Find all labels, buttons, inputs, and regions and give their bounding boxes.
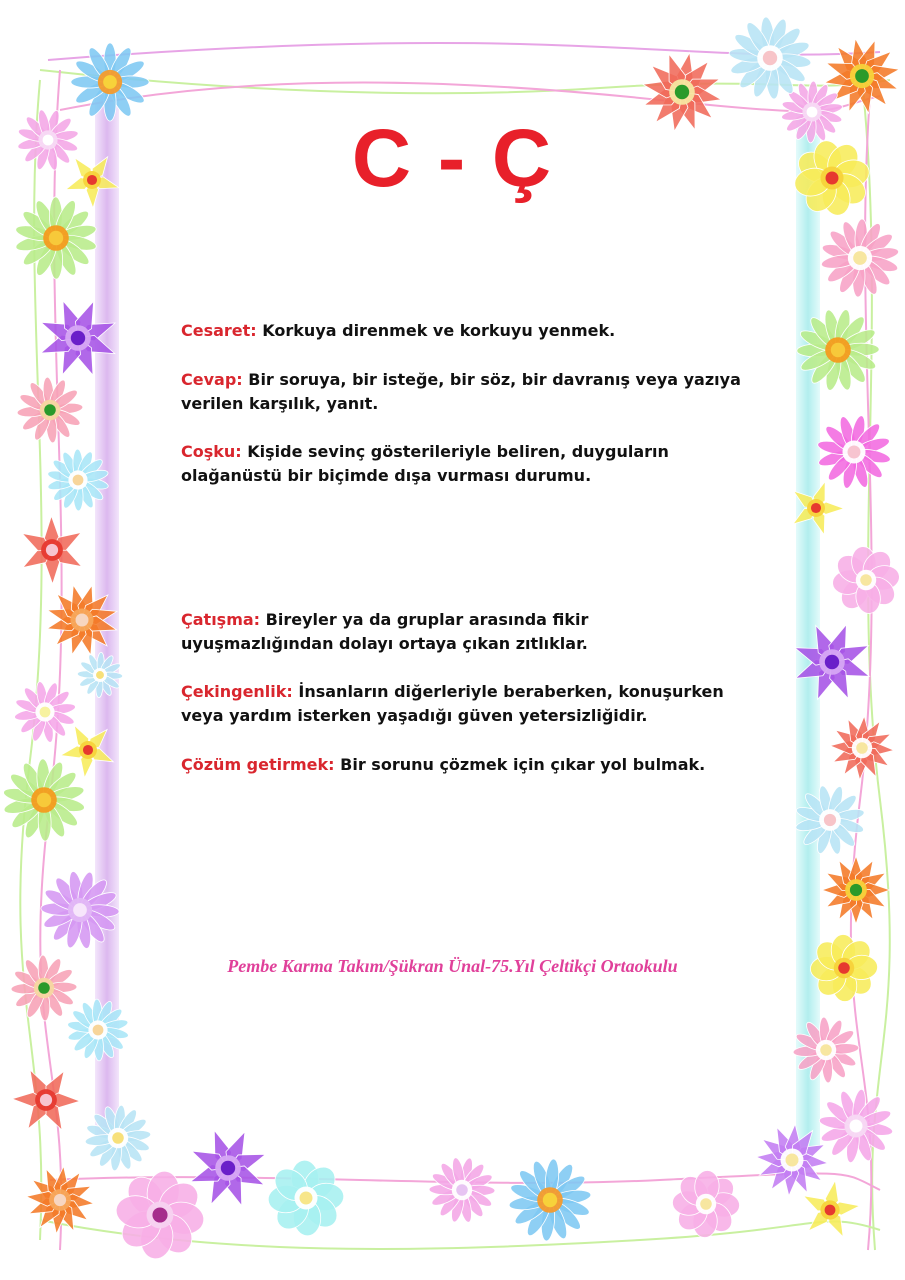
- flower-decoration: [820, 219, 899, 298]
- term: Cevap:: [181, 370, 243, 389]
- definition-entry-cozum-getirmek: [181, 753, 741, 777]
- definition: İnsanların diğerleriyle beraberken, konuşurken veya yardım isterken yaşadığı güven yetersizliğidir.: [181, 682, 724, 725]
- flower-decoration: [14, 197, 97, 279]
- flower-decoration: [822, 856, 890, 924]
- definition: Kişide sevinç gösterileriyle beliren, duyguların olağanüstü bir biçimde dışa vurması durumu.: [181, 442, 669, 485]
- definition-entry-cosku: [181, 440, 741, 488]
- flower-decoration: [14, 681, 77, 744]
- flower-decoration: [268, 1160, 345, 1237]
- flower-decoration: [823, 37, 901, 115]
- flower-decoration: [817, 415, 892, 490]
- flower-decoration: [429, 1157, 495, 1224]
- term: Çözüm getirmek:: [181, 755, 335, 774]
- flower-decoration: [67, 999, 130, 1061]
- definition: Korkuya direnmek ve korkuyu yenmek.: [262, 321, 616, 340]
- flower-decoration: [85, 1105, 152, 1172]
- flower-decoration: [818, 1088, 893, 1163]
- flower-decoration: [830, 716, 895, 781]
- flower-decoration: [19, 516, 86, 584]
- page-title: C - Ç: [351, 113, 554, 204]
- definition-entry-cekingenlik: [181, 680, 741, 728]
- flower-decoration: [71, 43, 149, 121]
- flower-decoration: [17, 377, 84, 444]
- flower-decoration: [672, 1170, 740, 1238]
- definition-entry-catisma: [181, 608, 741, 656]
- term: Cesaret:: [181, 321, 257, 340]
- term: Coşku:: [181, 442, 242, 461]
- definition: Bireyler ya da gruplar arasında fikir uyuşmazlığından dolayı ortaya çıkan zıtlıklar.: [181, 610, 589, 653]
- flower-decoration: [187, 1127, 268, 1208]
- term: Çatışma:: [181, 610, 261, 629]
- flower-decoration: [25, 1165, 94, 1234]
- flower-decoration: [12, 1066, 80, 1133]
- definition: Bir soruya, bir isteğe, bir söz, bir davranış veya yazıya verilen karşılık, yanıt.: [181, 370, 741, 413]
- definition-entry-cesaret: [181, 319, 741, 343]
- flower-decoration: [831, 545, 901, 615]
- footer-credit: Pembe Karma Takım/Şükran Ünal-75.Yıl Çeltikçi Ortaokulu: [227, 956, 678, 976]
- flower-decoration: [114, 1169, 206, 1261]
- definition-entry-cevap: [181, 368, 741, 416]
- term: Çekingenlik:: [181, 682, 293, 701]
- flower-decoration: [508, 1158, 591, 1241]
- flower-decoration: [2, 759, 85, 842]
- flower-decoration: [800, 1179, 860, 1240]
- definition: Bir sorunu çözmek için çıkar yol bulmak.: [340, 755, 706, 774]
